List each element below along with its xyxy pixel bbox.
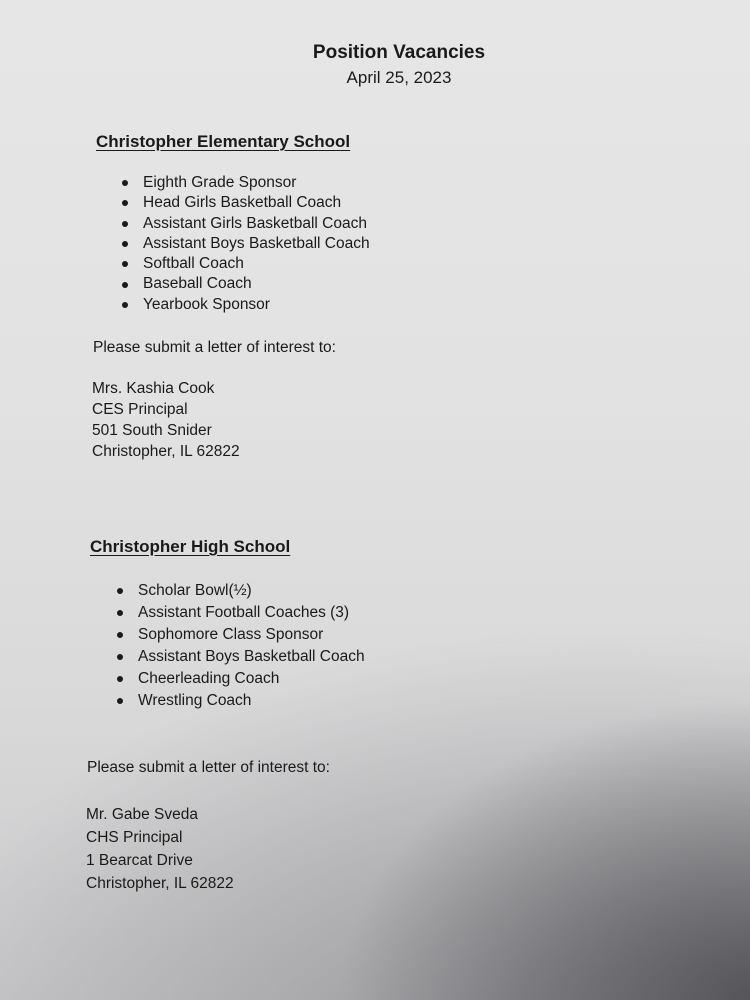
list-item: Softball Coach (143, 254, 370, 274)
list-item: Assistant Boys Basketball Coach (143, 234, 370, 254)
submit-instruction: Please submit a letter of interest to: (93, 339, 336, 356)
contact-street: 1 Bearcat Drive (86, 852, 193, 869)
list-item: Assistant Football Coaches (3) (138, 602, 365, 624)
list-item: Head Girls Basketball Coach (143, 193, 370, 213)
contact-city: Christopher, IL 62822 (86, 875, 234, 892)
document-date: April 25, 2023 (346, 68, 452, 87)
list-item: Eighth Grade Sponsor (143, 173, 370, 193)
page-title: Position Vacancies (312, 42, 486, 63)
submit-instruction: Please submit a letter of interest to: (87, 759, 330, 776)
section-heading-elementary: Christopher Elementary School (96, 132, 351, 151)
list-item: Baseball Coach (143, 274, 370, 294)
contact-title: CES Principal (92, 401, 188, 418)
list-item: Wrestling Coach (138, 690, 365, 712)
contact-street: 501 South Snider (92, 422, 212, 439)
list-item: Scholar Bowl(½) (138, 580, 365, 602)
list-item: Assistant Boys Basketball Coach (138, 646, 365, 668)
list-item: Assistant Girls Basketball Coach (143, 214, 370, 234)
contact-address (92, 378, 240, 462)
contact-address (86, 803, 234, 895)
section-heading-high-school: Christopher High School (90, 537, 291, 556)
list-item: Yearbook Sponsor (143, 295, 370, 315)
elementary-position-list (143, 173, 370, 315)
high-school-position-list (138, 580, 365, 712)
contact-name: Mr. Gabe Sveda (86, 806, 199, 823)
contact-name: Mrs. Kashia Cook (92, 380, 215, 397)
contact-city: Christopher, IL 62822 (92, 443, 240, 460)
list-item: Sophomore Class Sponsor (138, 624, 365, 646)
list-item: Cheerleading Coach (138, 668, 365, 690)
contact-title: CHS Principal (86, 829, 183, 846)
